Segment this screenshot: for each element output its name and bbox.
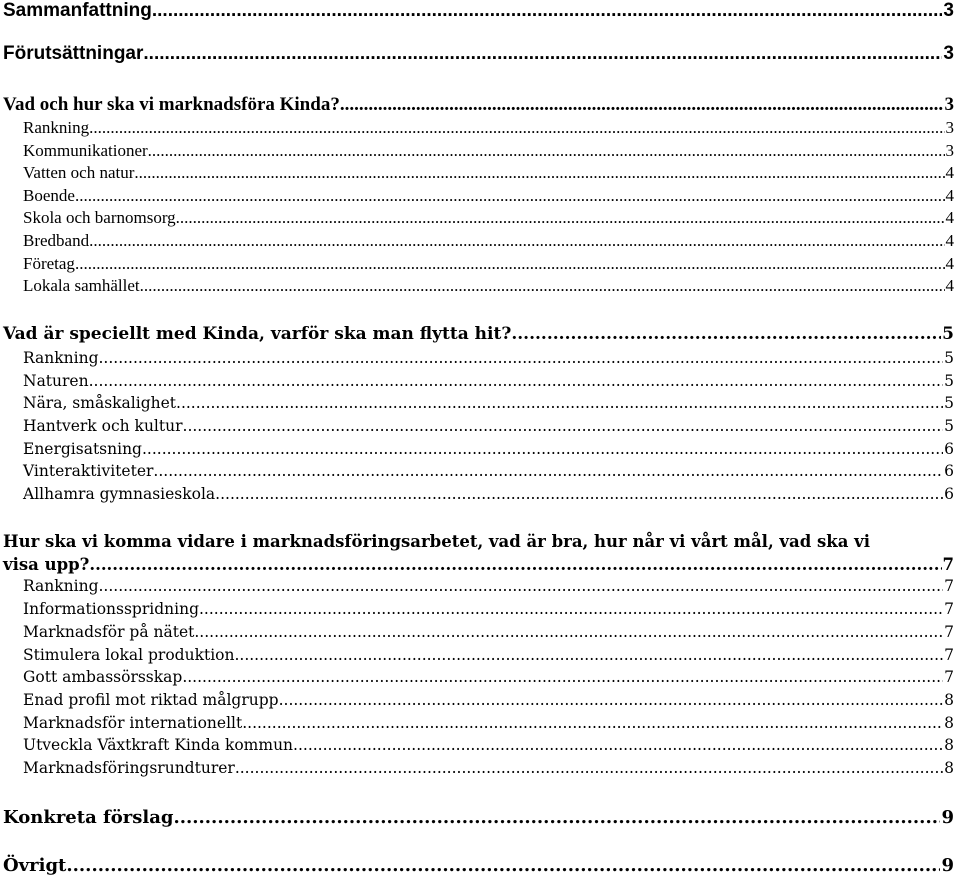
dot-leader [152,0,943,22]
toc-subentry-page: 4 [945,163,954,182]
toc-entry-page: 7 [942,555,954,574]
toc-subentry-title: Nära, småskalighet [23,394,177,412]
dot-leader [142,440,943,458]
toc-entry-vad-ar-speciellt[interactable] [3,324,954,344]
toc-subentry-title: Enad profil mot riktad målgrupp [23,691,279,709]
toc-subentry-title: Skola och barnomsorg [23,208,176,227]
dot-leader [89,231,944,251]
toc-subentry[interactable] [23,600,954,618]
toc-subentry[interactable] [23,417,954,435]
toc-subentry-page: 4 [945,208,954,227]
toc-subentry-page: 7 [944,577,954,595]
dot-leader [235,759,943,777]
toc-subentry-page: 5 [944,349,954,367]
toc-subentry-title: Informationsspridning [23,600,199,618]
toc-subentry-title: Bredband [23,231,90,250]
toc-subentry-page: 4 [945,276,954,295]
dot-leader [182,668,943,686]
toc-subentry-page: 4 [945,254,954,273]
dot-leader [340,94,944,116]
toc-subentry[interactable] [23,118,954,138]
toc-subentry-title: Boende [23,186,75,205]
toc-subentry-page: 6 [944,440,954,458]
toc-subentry-title: Lokala samhället [23,276,140,295]
dot-leader [194,623,943,641]
dot-leader [173,807,940,828]
toc-subentry-page: 8 [944,691,954,709]
toc-entry-page: 5 [942,324,954,344]
toc-subentry-page: 7 [944,600,954,618]
dot-leader [215,485,943,503]
toc-subentry-title: Marknadsför på nätet [23,623,195,641]
toc-entry-title: visa upp? [3,555,90,574]
toc-subentry[interactable] [23,349,954,367]
toc-subentry[interactable] [23,186,954,206]
dot-leader [89,555,941,574]
toc-subentry-title: Gott ambassörsskap [23,668,183,686]
dot-leader [75,186,945,206]
dot-leader [99,577,944,595]
dot-leader [242,714,943,732]
toc-subentry-page: 6 [944,485,954,503]
dot-leader [143,43,942,65]
toc-subentry-page: 4 [945,186,954,205]
toc-subentry[interactable] [23,254,954,274]
toc-entry-hur-ska-vi-line1[interactable]: Hur ska vi komma vidare i marknadsföringsarbetet, vad är bra, hur når vi vårt mål, vad ska vi [3,532,870,551]
toc-subentry-page: 8 [944,714,954,732]
dot-leader [89,118,944,138]
toc-subentry-title: Vatten och natur [23,163,135,182]
toc-subentry-title: Rankning [23,118,90,137]
toc-subentry[interactable] [23,577,954,595]
toc-subentry[interactable] [23,208,954,228]
toc-subentry[interactable] [23,485,954,503]
toc-subentry-title: Utveckla Växtkraft Kinda kommun [23,736,294,754]
toc-subentry-page: 7 [944,646,954,664]
toc-subentry[interactable] [23,714,954,732]
toc-subentry[interactable] [23,462,954,480]
toc-subentry[interactable] [23,623,954,641]
dot-leader [293,736,943,754]
toc-subentry-page: 3 [945,141,954,160]
toc-subentry-page: 8 [944,759,954,777]
toc-subentry-title: Rankning [23,577,99,595]
dot-leader [176,208,945,228]
dot-leader [99,349,944,367]
toc-entry-title: Förutsättningar [3,43,144,64]
toc-entry-title: Vad och hur ska vi marknadsföra Kinda? [3,94,340,115]
toc-subentry-title: Marknadsföringsrundturer [23,759,235,777]
toc-entry-page: 3 [943,0,954,21]
dot-leader [279,691,944,709]
dot-leader [140,276,945,296]
toc-subentry-page: 7 [944,623,954,641]
dot-leader [134,163,944,183]
toc-subentry-title: Marknadsför internationellt [23,714,243,732]
dot-leader [66,855,940,876]
toc-subentry-title: Hantverk och kultur [23,417,183,435]
dot-leader [183,417,944,435]
toc-entry-page: 3 [943,43,954,64]
toc-subentry-page: 5 [944,417,954,435]
dot-leader [75,254,945,274]
dot-leader [89,372,944,390]
toc-subentry[interactable] [23,759,954,777]
toc-subentry-title: Naturen [23,372,89,390]
dot-leader [199,600,943,618]
toc-subentry[interactable] [23,691,954,709]
toc-subentry-title: Vinteraktiviteter [23,462,154,480]
dot-leader [234,646,943,664]
toc-subentry-page: 5 [944,372,954,390]
toc-entry-ovrigt[interactable] [3,855,954,876]
dot-leader [148,141,945,161]
toc-subentry-page: 8 [944,736,954,754]
toc-subentry[interactable] [23,163,954,183]
dot-leader [511,324,941,344]
toc-subentry[interactable] [23,736,954,754]
toc-entry-title: Konkreta förslag [3,807,174,828]
toc-subentry[interactable] [23,231,954,251]
toc-subentry[interactable] [23,668,954,686]
toc-subentry[interactable] [23,276,954,296]
toc-entry-sammanfattning[interactable] [3,0,954,22]
toc-subentry[interactable] [23,646,954,664]
toc-subentry-page: 6 [944,462,954,480]
toc-subentry-title: Stimulera lokal produktion [23,646,235,664]
toc-subentry-title: Kommunikationer [23,141,148,160]
toc-entry-title: Vad är speciellt med Kinda, varför ska man flytta hit? [3,324,512,344]
toc-subentry-page: 3 [945,118,954,137]
toc-subentry[interactable] [23,372,954,390]
toc-entry-page: 9 [941,855,954,876]
toc-subentry-title: Energisatsning [23,440,142,458]
toc-subentry[interactable] [23,141,954,161]
toc-subentry-title: Rankning [23,349,99,367]
toc-entry-title: Övrigt [3,855,67,876]
toc-subentry[interactable] [23,440,954,458]
toc-subentry-page: 5 [944,394,954,412]
toc-subentry-title: Företag [23,254,75,273]
toc-subentry-page: 7 [944,668,954,686]
toc-subentry-page: 4 [945,231,954,250]
toc-subentry-title: Allhamra gymnasieskola [23,485,216,503]
toc-entry-konkreta-forslag[interactable] [3,807,954,828]
toc-entry-vad-och-hur[interactable] [3,94,954,116]
toc-subentry[interactable] [23,394,954,412]
toc-entry-page: 9 [941,807,954,828]
dot-leader [153,462,943,480]
toc-entry-forutsattningar[interactable] [3,43,954,65]
toc-entry-title: Sammanfattning [3,0,152,21]
dot-leader [176,394,943,412]
toc-entry-hur-ska-vi[interactable] [3,555,954,574]
toc-entry-page: 3 [944,94,954,115]
